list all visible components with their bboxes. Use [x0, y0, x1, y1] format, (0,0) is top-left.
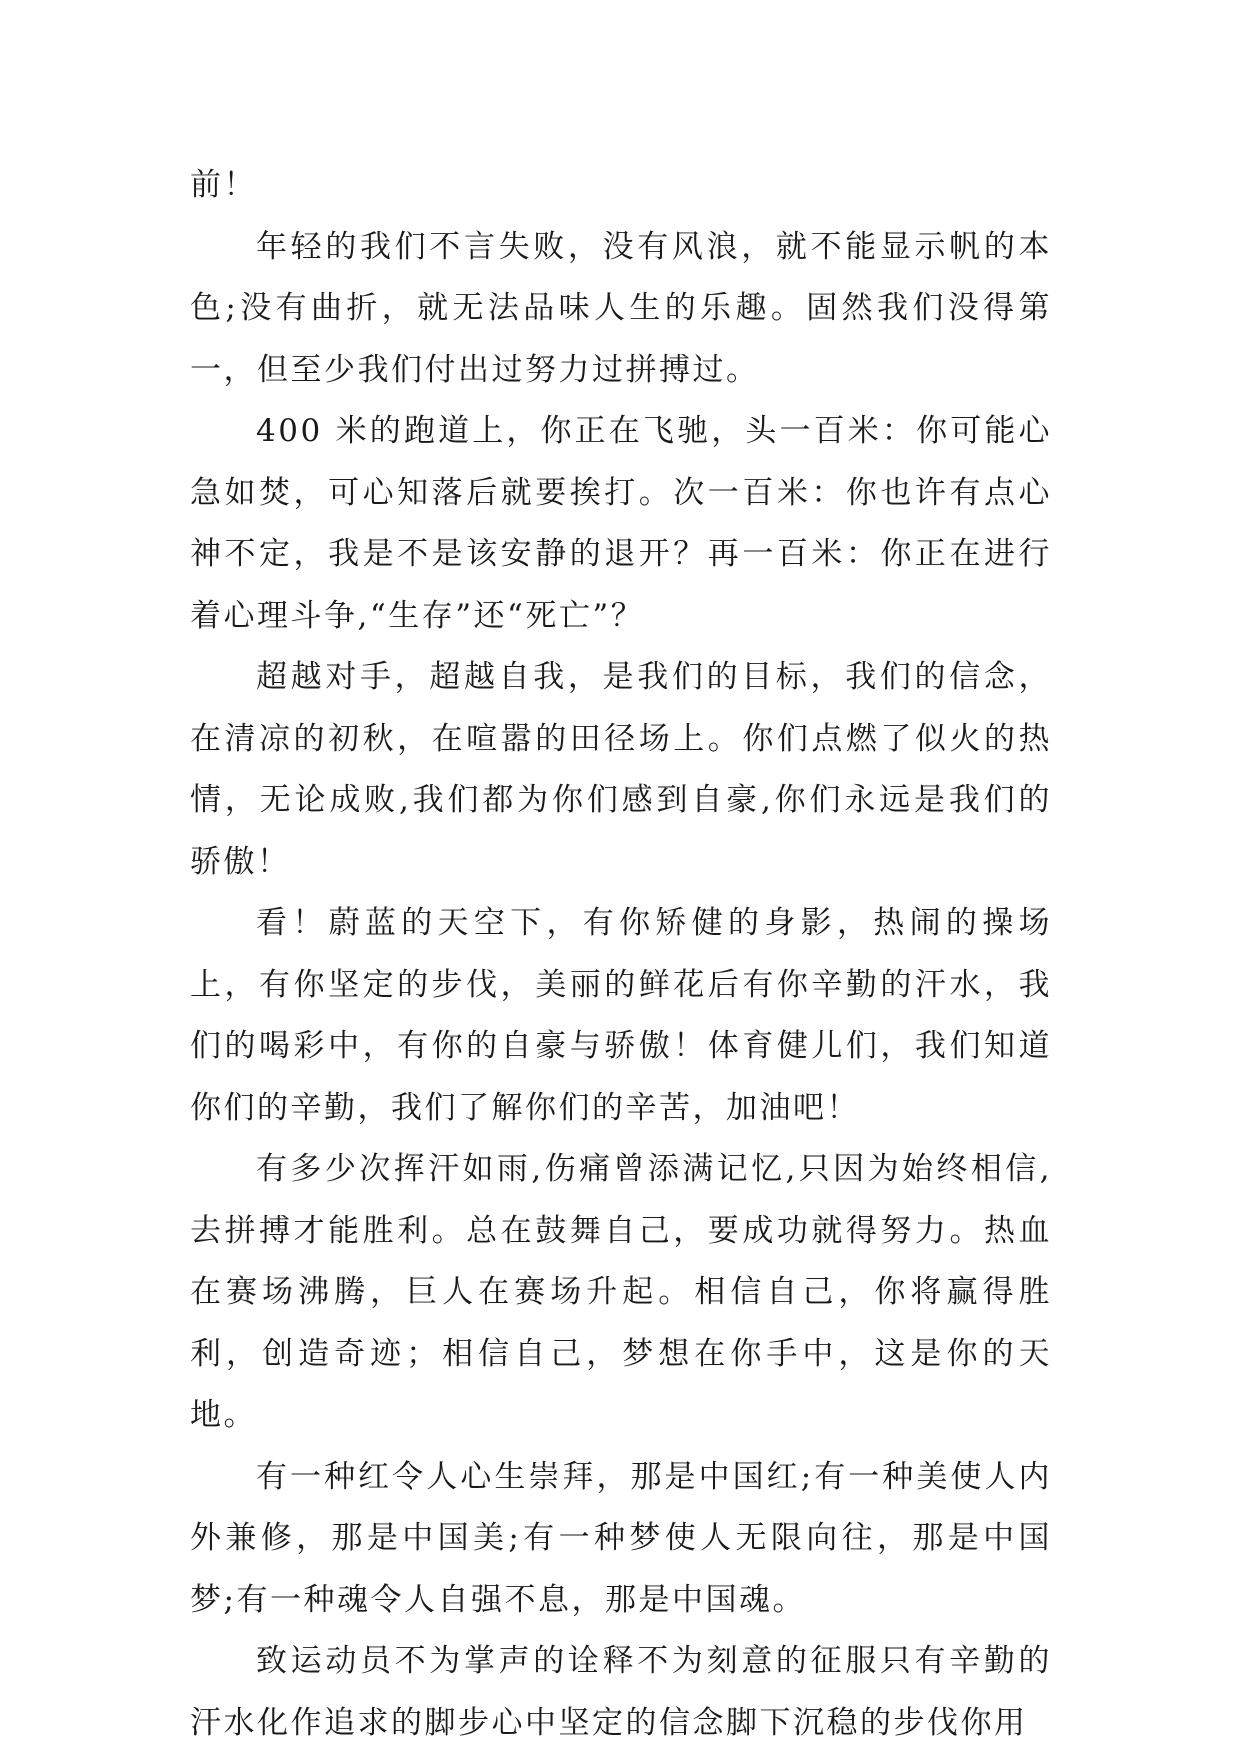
paragraph-china-red: 有一种红令人心生崇拜，那是中国红;有一种美使人内外兼修，那是中国美;有一种梦使人无限向往，那是中国梦;有一种魂令人自强不息，那是中国魂。 [190, 1458, 1052, 1618]
paragraph-young-no-failure: 年轻的我们不言失败，没有风浪，就不能显示帆的本色;没有曲折，就无法品味人生的乐趣。固然我们没得第一，但至少我们付出过努力过拼搏过。 [190, 228, 1052, 388]
paragraph-to-athletes: 致运动员不为掌声的诠释不为刻意的征服只有辛勤的汗水化作追求的脚步心中坚定的信念脚下沉稳的步伐你用 [190, 1643, 1052, 1741]
paragraph-blue-sky: 看！蔚蓝的天空下，有你矫健的身影，热闹的操场上，有你坚定的步伐，美丽的鲜花后有你辛勤的汗水，我们的喝彩中，有你的自豪与骄傲！体育健儿们，我们知道你们的辛勤，我们了解你们的辛苦，加油吧！ [190, 905, 1052, 1126]
paragraph-sweat-like-rain: 有多少次挥汗如雨,伤痛曾添满记忆,只因为始终相信,去拼搏才能胜利。总在鼓舞自己，要成功就得努力。热血在赛场沸腾，巨人在赛场升起。相信自己，你将赢得胜利，创造奇迹；相信自己，梦想在你手中，这是你的天地。 [190, 1151, 1052, 1433]
paragraph-surpass-opponent: 超越对手，超越自我，是我们的目标，我们的信念，在清凉的初秋，在喧嚣的田径场上。你们点燃了似火的热情，无论成败,我们都为你们感到自豪,你们永远是我们的骄傲！ [190, 659, 1052, 880]
document-body [190, 155, 1052, 1754]
paragraph-continuation: 前！ [190, 167, 257, 203]
paragraph-400m-track: 400 米的跑道上，你正在飞驰，头一百米：你可能心急如焚，可心知落后就要挨打。次一百米：你也许有点心神不定，我是不是该安静的退开？再一百米：你正在进行着心理斗争,“生存”还“死亡”？ [190, 413, 1052, 634]
